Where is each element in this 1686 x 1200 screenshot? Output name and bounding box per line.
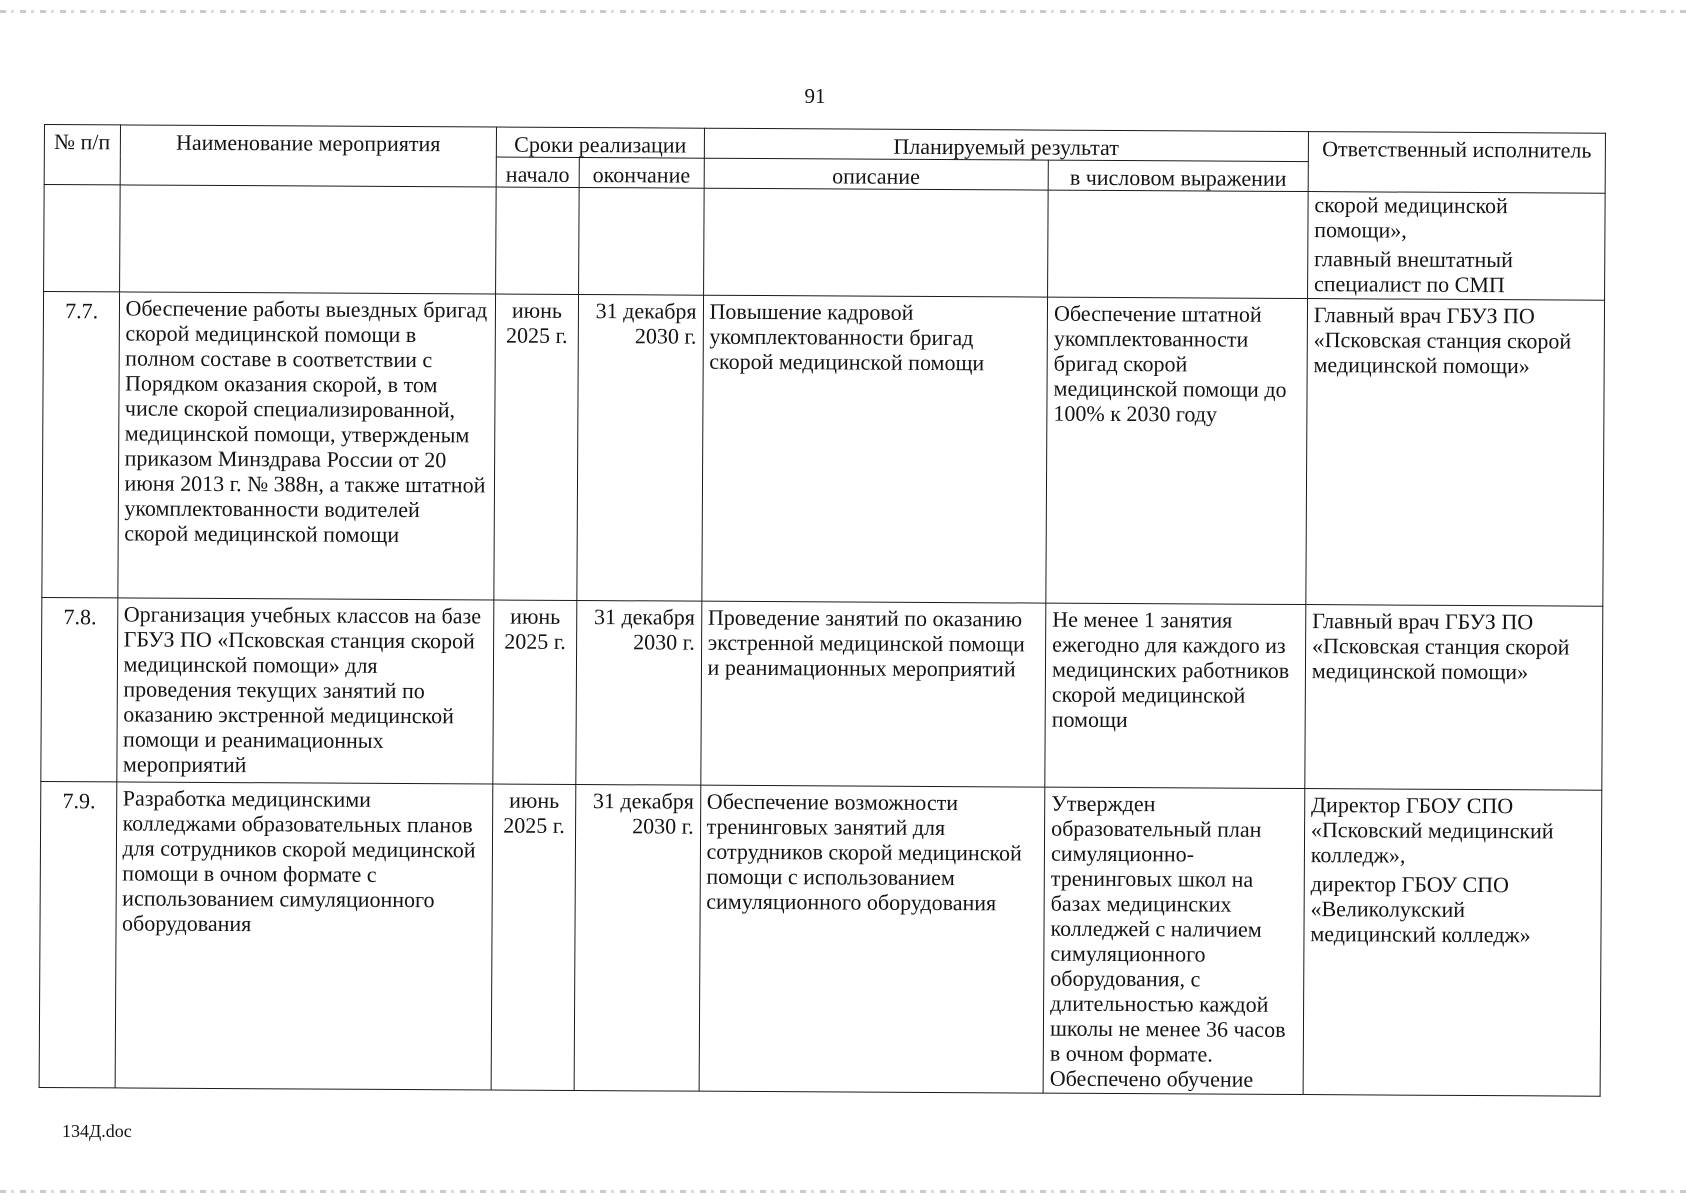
cont-start bbox=[496, 187, 579, 294]
row-responsible-text: Главный врач ГБУЗ ПО «Псковская станция скорой медицинской помощи» bbox=[1313, 302, 1572, 379]
row-end: 31 декабря 2030 г. bbox=[577, 294, 704, 601]
row-numeric: Обеспечение штатной укомплектованности бригад скорой медицинской помощи до 100% к 2030 году bbox=[1046, 297, 1308, 604]
header-numeric: в числовом выражении bbox=[1048, 160, 1308, 191]
cont-num bbox=[44, 185, 120, 292]
row-numeric: Утвержден образовательный план симуляционно-тренинговых школ на базах медицинских колледжей с наличием симуляционного оборудования, с длительностью каждой школы не менее 36 часов в очном формате. Обеспечено обучение bbox=[1043, 787, 1305, 1094]
header-result: Планируемый результат bbox=[704, 128, 1308, 161]
row-number: 7.9. bbox=[39, 781, 116, 1087]
row-end: 31 декабря 2030 г. bbox=[574, 784, 701, 1091]
row-responsible-text: Директор ГБОУ СПО «Псковский медицинский колледж», bbox=[1310, 792, 1554, 868]
row-numeric: Не менее 1 занятия ежегодно для каждого из медицинских работников скорой медицинской помощи bbox=[1045, 603, 1306, 788]
row-end: 31 декабря 2030 г. bbox=[576, 600, 702, 785]
row-responsible bbox=[1306, 299, 1605, 607]
cont-responsible-line: скорой медицинской bbox=[1314, 192, 1508, 219]
row-responsible bbox=[1305, 605, 1603, 791]
cont-numeric bbox=[1048, 190, 1308, 298]
row-responsible-text: директор ГБОУ СПО «Великолукский медицинский колледж» bbox=[1310, 871, 1531, 948]
row-responsible bbox=[1303, 789, 1602, 1097]
cont-responsible bbox=[1307, 192, 1605, 301]
row-activity: Организация учебных классов на базе ГБУЗ ПО «Псковская станция скорой медицинской помощи» для проведения текущих занятий по оказанию экстренной медицинской помощи и реанимационных мероприятий bbox=[116, 598, 494, 784]
header-description: описание bbox=[704, 158, 1049, 190]
scan-top-edge bbox=[0, 10, 1686, 13]
scan-bottom-edge bbox=[0, 1190, 1686, 1193]
row-number: 7.8. bbox=[41, 597, 118, 781]
document-filename: 134Д.doc bbox=[62, 1121, 132, 1141]
row-activity: Обеспечение работы выездных бригад скорой медицинской помощи в полном составе в соответствии с Порядком оказания скорой, в том числе скорой специализированной, медицинской помощи, утвержденым приказом Минздрава России от 20 июня 2013 г. № 388н, а также штатной укомплектованности водителей скорой медицинской помощи bbox=[117, 292, 495, 600]
continuation-row bbox=[44, 185, 1606, 301]
header-num: № п/п bbox=[44, 125, 120, 185]
row-description: Проведение занятий по оказанию экстренной медицинской помощи и реанимационных мероприятий bbox=[700, 601, 1045, 787]
cont-end bbox=[578, 187, 703, 295]
row-description: Повышение кадровой укомплектованности бригад скорой медицинской помощи bbox=[701, 295, 1047, 603]
table-row bbox=[42, 292, 1605, 607]
header-start: начало bbox=[496, 157, 579, 187]
header-timing: Сроки реализации bbox=[496, 127, 704, 158]
row-description: Обеспечение возможности тренинговых занятий для сотрудников скорой медицинской помощи с использованием симуляционного оборудования bbox=[699, 785, 1045, 1093]
header-responsible: Ответственный исполнитель bbox=[1308, 132, 1605, 194]
page-number: 91 bbox=[804, 84, 826, 108]
row-responsible-text: Главный врач ГБУЗ ПО «Псковская станция скорой медицинской помощи» bbox=[1311, 608, 1570, 685]
cont-responsible-line: помощи», bbox=[1314, 217, 1407, 243]
row-start: июнь 2025 г. bbox=[493, 600, 577, 784]
header-name: Наименование мероприятия bbox=[120, 125, 497, 187]
table-row bbox=[39, 781, 1602, 1096]
cont-responsible-line: специалист по СМП bbox=[1313, 271, 1505, 298]
row-number: 7.7. bbox=[42, 292, 119, 598]
row-start: июнь 2025 г. bbox=[491, 784, 575, 1090]
header-end: окончание bbox=[579, 157, 704, 188]
cont-description bbox=[703, 188, 1048, 297]
cont-responsible-line: главный внештатный bbox=[1314, 246, 1513, 273]
row-activity: Разработка медицинскими колледжами образовательных планов для сотрудников скорой медицинской помощи в очном формате с использованием симуляционного оборудования bbox=[115, 782, 493, 1090]
plan-table bbox=[39, 124, 1606, 1097]
row-start: июнь 2025 г. bbox=[494, 294, 578, 600]
cont-name bbox=[119, 185, 496, 294]
table-row bbox=[41, 597, 1603, 790]
